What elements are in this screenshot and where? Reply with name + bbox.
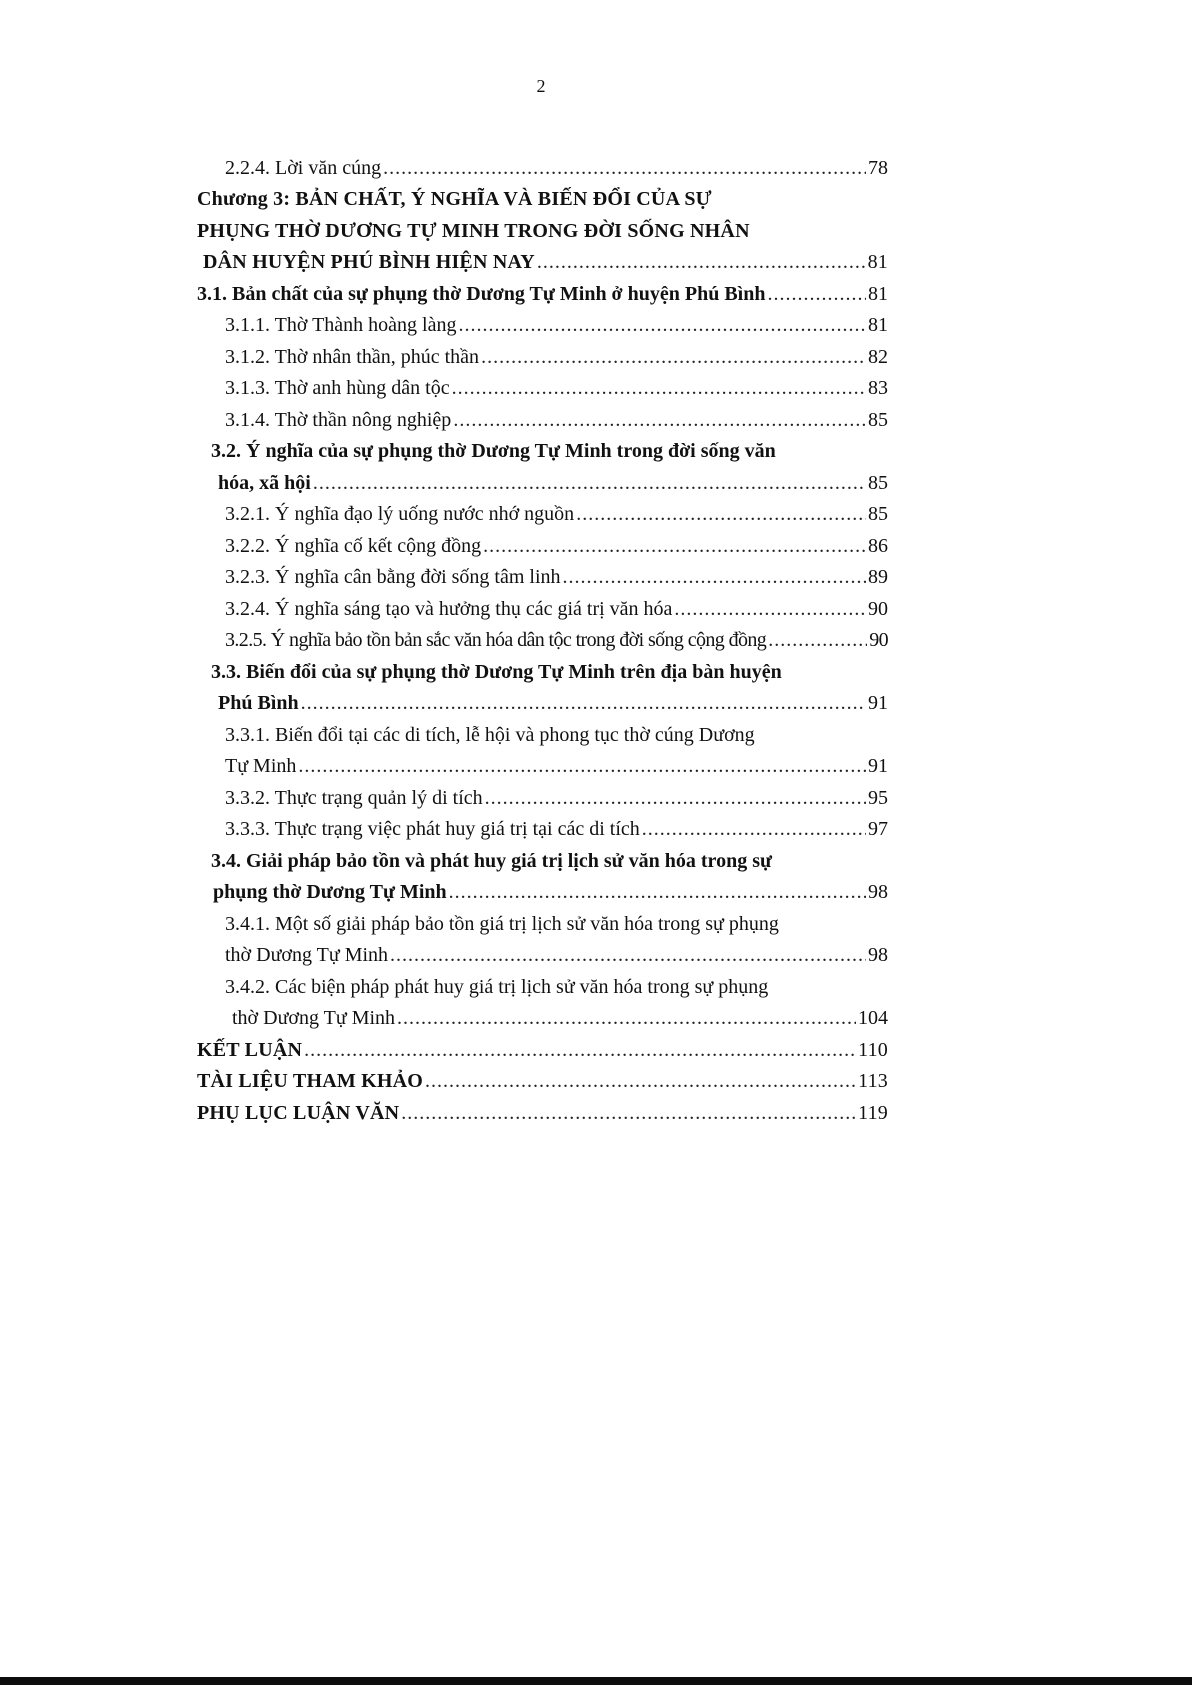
toc-page-number: 83 (868, 377, 888, 399)
toc-page-number: 85 (868, 472, 888, 494)
dot-leader (425, 1065, 856, 1097)
dot-leader (483, 530, 866, 562)
toc-page-number: 81 (867, 251, 888, 273)
toc-entry-text: 2.2.4. Lời văn cúng (225, 157, 382, 179)
dot-leader (481, 341, 866, 373)
toc-entry-3-4-line-2[interactable] (213, 876, 888, 908)
toc-page-number: 78 (868, 157, 888, 179)
toc-entry-text: 3.3.1. Biến đổi tại các di tích, lễ hội và phong tục thờ cúng Dương (225, 724, 755, 746)
toc-entry-3-3-3[interactable] (225, 813, 888, 845)
toc-entry-3-1-2[interactable] (225, 341, 888, 373)
toc-entry-3-1-1[interactable] (225, 309, 888, 341)
dot-leader (301, 687, 866, 719)
toc-entry-phu-luc-luan-van[interactable] (197, 1097, 888, 1129)
toc-entry-text: TÀI LIỆU THAM KHẢO (197, 1070, 424, 1092)
dot-leader (458, 309, 866, 341)
dot-leader (401, 1097, 856, 1129)
toc-entry-3-3-1-line-1[interactable] (225, 719, 755, 751)
toc-entry-text: 3.2.3. Ý nghĩa cân bằng đời sống tâm linh (225, 566, 561, 588)
toc-entry-3-1-4[interactable] (225, 404, 888, 436)
toc-entry-3-1-3[interactable] (225, 372, 888, 404)
toc-entry-3-3-1-line-2[interactable] (225, 750, 888, 782)
dot-leader (452, 372, 866, 404)
toc-entry-ket-luan[interactable] (197, 1034, 888, 1066)
bottom-edge-bar (0, 1677, 1192, 1685)
toc-page-number: 85 (868, 409, 888, 431)
dot-leader (642, 813, 866, 845)
toc-page-number: 82 (868, 346, 888, 368)
toc-entry-text: thờ Dương Tự Minh (232, 1007, 396, 1029)
toc-page-number: 104 (858, 1007, 888, 1029)
page-number: 2 (536, 76, 546, 96)
toc-entry-text: KẾT LUẬN (197, 1039, 303, 1061)
toc-chapter-3-title-line-1[interactable] (197, 183, 712, 215)
dot-leader (768, 624, 867, 656)
dot-leader (768, 278, 867, 310)
dot-leader (449, 876, 866, 908)
toc-page-number: 119 (858, 1102, 888, 1124)
toc-entry-2-2-4[interactable] (225, 152, 888, 184)
toc-entry-3-1[interactable] (197, 278, 888, 310)
dot-leader (298, 750, 866, 782)
toc-entry-text: PHỤNG THỜ DƯƠNG TỰ MINH TRONG ĐỜI SỐNG NHÂN (197, 220, 750, 242)
toc-page-number: 98 (868, 881, 888, 903)
toc-entry-text: 3.2.2. Ý nghĩa cố kết cộng đồng (225, 535, 482, 557)
toc-page-number: 110 (858, 1039, 888, 1061)
toc-entry-text: phụng thờ Dương Tự Minh (213, 881, 447, 903)
toc-entry-text: Chương 3: BẢN CHẤT, Ý NGHĨA VÀ BIẾN ĐỔI CỦA SỰ (197, 188, 712, 210)
toc-entry-3-2-3[interactable] (225, 561, 888, 593)
toc-entry-text: 3.3. Biến đổi của sự phụng thờ Dương Tự Minh trên địa bàn huyện (211, 661, 782, 683)
toc-entry-3-2-2[interactable] (225, 530, 888, 562)
toc-page-number: 86 (868, 535, 888, 557)
toc-entry-3-4-line-1[interactable] (211, 845, 772, 877)
dot-leader (390, 939, 866, 971)
toc-entry-text: Tự Minh (225, 755, 297, 777)
toc-page-number: 85 (868, 503, 888, 525)
toc-entry-3-4-1-line-2[interactable] (225, 939, 888, 971)
toc-entry-3-2-line-1[interactable] (211, 435, 776, 467)
toc-entry-text: thờ Dương Tự Minh (225, 944, 389, 966)
toc-page-number: 98 (868, 944, 888, 966)
dot-leader (397, 1002, 856, 1034)
toc-entry-3-2-4[interactable] (225, 593, 888, 625)
toc-entry-text: 3.1.1. Thờ Thành hoàng làng (225, 314, 457, 336)
dot-leader (674, 593, 866, 625)
toc-entry-text: 3.1. Bản chất của sự phụng thờ Dương Tự Minh ở huyện Phú Bình (197, 283, 766, 305)
toc-page-number: 113 (858, 1070, 888, 1092)
toc-entry-text: DÂN HUYỆN PHÚ BÌNH HIỆN NAY (203, 251, 535, 273)
toc-entry-3-4-2-line-2[interactable] (232, 1002, 888, 1034)
toc-chapter-3-title-line-2[interactable] (197, 215, 750, 247)
toc-entry-text: 3.2.5. Ý nghĩa bảo tồn bản sắc văn hóa dân tộc trong đời sống cộng đồng (225, 629, 767, 651)
dot-leader (563, 561, 866, 593)
toc-entry-text: PHỤ LỤC LUẬN VĂN (197, 1102, 400, 1124)
toc-entry-text: Phú Bình (218, 692, 299, 714)
toc-page-number: 95 (868, 787, 888, 809)
toc-page-number: 90 (868, 598, 888, 620)
toc-entry-text: 3.1.3. Thờ anh hùng dân tộc (225, 377, 450, 399)
toc-entry-text: 3.4.1. Một số giải pháp bảo tồn giá trị lịch sử văn hóa trong sự phụng (225, 913, 779, 935)
toc-entry-text: 3.2. Ý nghĩa của sự phụng thờ Dương Tự Minh trong đời sống văn (211, 440, 776, 462)
toc-entry-text: 3.1.4. Thờ thần nông nghiệp (225, 409, 452, 431)
toc-page-number: 90 (869, 629, 888, 651)
dot-leader (537, 246, 866, 278)
toc-entry-3-3-line-1[interactable] (211, 656, 782, 688)
dot-leader (485, 782, 866, 814)
toc-page-number: 89 (868, 566, 888, 588)
toc-entry-3-3-2[interactable] (225, 782, 888, 814)
toc-entry-text: 3.3.2. Thực trạng quản lý di tích (225, 787, 483, 809)
toc-chapter-3-title-line-3[interactable] (203, 246, 888, 278)
toc-entry-text: 3.2.1. Ý nghĩa đạo lý uống nước nhớ nguồn (225, 503, 575, 525)
toc-page-number: 81 (868, 314, 888, 336)
toc-entry-3-4-2-line-1[interactable] (225, 971, 768, 1003)
toc-entry-3-4-1-line-1[interactable] (225, 908, 779, 940)
toc-entry-3-2-5[interactable] (225, 624, 888, 656)
toc-entry-text: 3.4.2. Các biện pháp phát huy giá trị lịch sử văn hóa trong sự phụng (225, 976, 769, 998)
dot-leader (576, 498, 866, 530)
toc-entry-tai-lieu-tham-khao[interactable] (197, 1065, 888, 1097)
toc-page-number: 97 (868, 818, 888, 840)
toc-entry-3-2-1[interactable] (225, 498, 888, 530)
toc-entry-3-2-line-2[interactable] (218, 467, 888, 499)
dot-leader (304, 1034, 856, 1066)
toc-entry-text: hóa, xã hội (218, 472, 311, 494)
toc-entry-text: 3.1.2. Thờ nhân thần, phúc thần (225, 346, 480, 368)
dot-leader (453, 404, 866, 436)
dot-leader (383, 152, 866, 184)
toc-entry-3-3-line-2[interactable] (218, 687, 888, 719)
dot-leader (313, 467, 866, 499)
toc-page-number: 81 (868, 283, 888, 305)
toc-entry-text: 3.3.3. Thực trạng việc phát huy giá trị tại các di tích (225, 818, 640, 840)
toc-entry-text: 3.2.4. Ý nghĩa sáng tạo và hưởng thụ các giá trị văn hóa (225, 598, 673, 620)
toc-entry-text: 3.4. Giải pháp bảo tồn và phát huy giá trị lịch sử văn hóa trong sự (211, 850, 772, 872)
toc-page-number: 91 (868, 755, 888, 777)
toc-page-number: 91 (868, 692, 888, 714)
